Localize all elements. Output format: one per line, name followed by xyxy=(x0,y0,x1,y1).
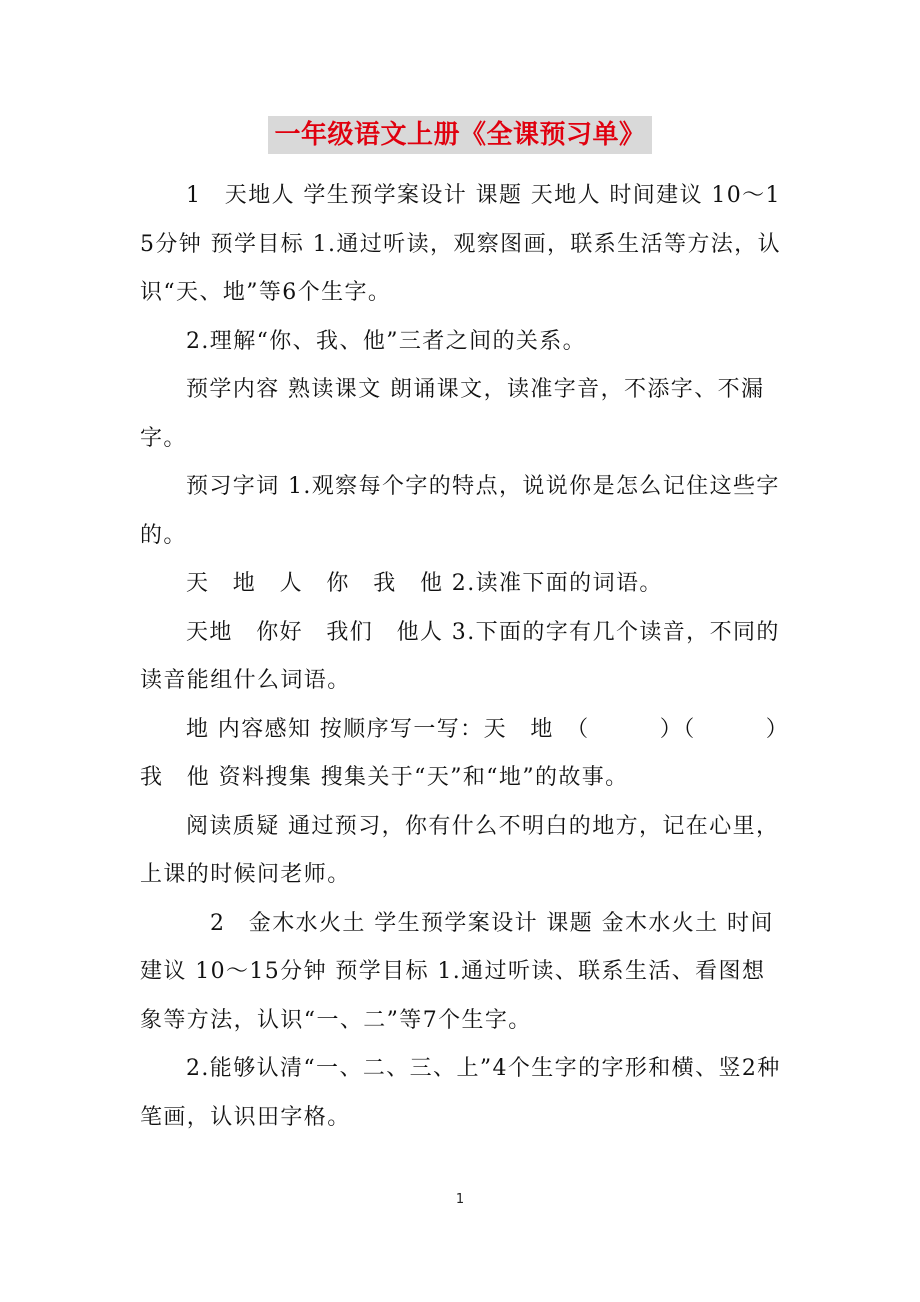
paragraph: 天 地 人 你 我 他 2.读准下面的词语。 xyxy=(186,571,663,596)
document-title: 一年级语文上册《全课预习单》 xyxy=(268,116,651,154)
paragraph: 预习字词 1.观察每个字的特点，说说你是怎么记住这些字的。 xyxy=(140,474,780,548)
paragraph: 天地 你好 我们 他人 3.下面的字有几个读音，不同的读音能组什么词语。 xyxy=(140,619,780,693)
document-body xyxy=(140,172,782,1142)
paragraph: 地 内容感知 按顺序写一写：天 地 （ ）（ ）我 他 资料搜集 搜集关于“天”和“地”的故事。 xyxy=(140,716,779,790)
paragraph: 1 天地人 学生预学案设计 课题 天地人 时间建议 10～15分钟 预学目标 1.通过听读，观察图画，联系生活等方法，认识“天、地”等6个生字。 xyxy=(140,183,781,305)
paragraph: 2 金木水火土 学生预学案设计 课题 金木水火土 时间建议 10～15分钟 预学目标 1.通过听读、联系生活、看图想象等方法，认识“一、二”等7个生字。 xyxy=(140,910,774,1033)
paragraph: 阅读质疑 通过预习，你有什么不明白的地方，记在心里，上课的时候问老师。 xyxy=(140,813,780,887)
paragraph: 2.能够认清“一、二、三、上”4个生字的字形和横、竖2种笔画，认识田字格。 xyxy=(140,1056,781,1130)
paragraph: 预学内容 熟读课文 朗诵课文，读准字音，不添字、不漏字。 xyxy=(140,377,765,451)
page-number: 1 xyxy=(455,1192,465,1207)
title-container xyxy=(0,116,920,154)
paragraph: 2.理解“你、我、他”三者之间的关系。 xyxy=(186,328,587,354)
